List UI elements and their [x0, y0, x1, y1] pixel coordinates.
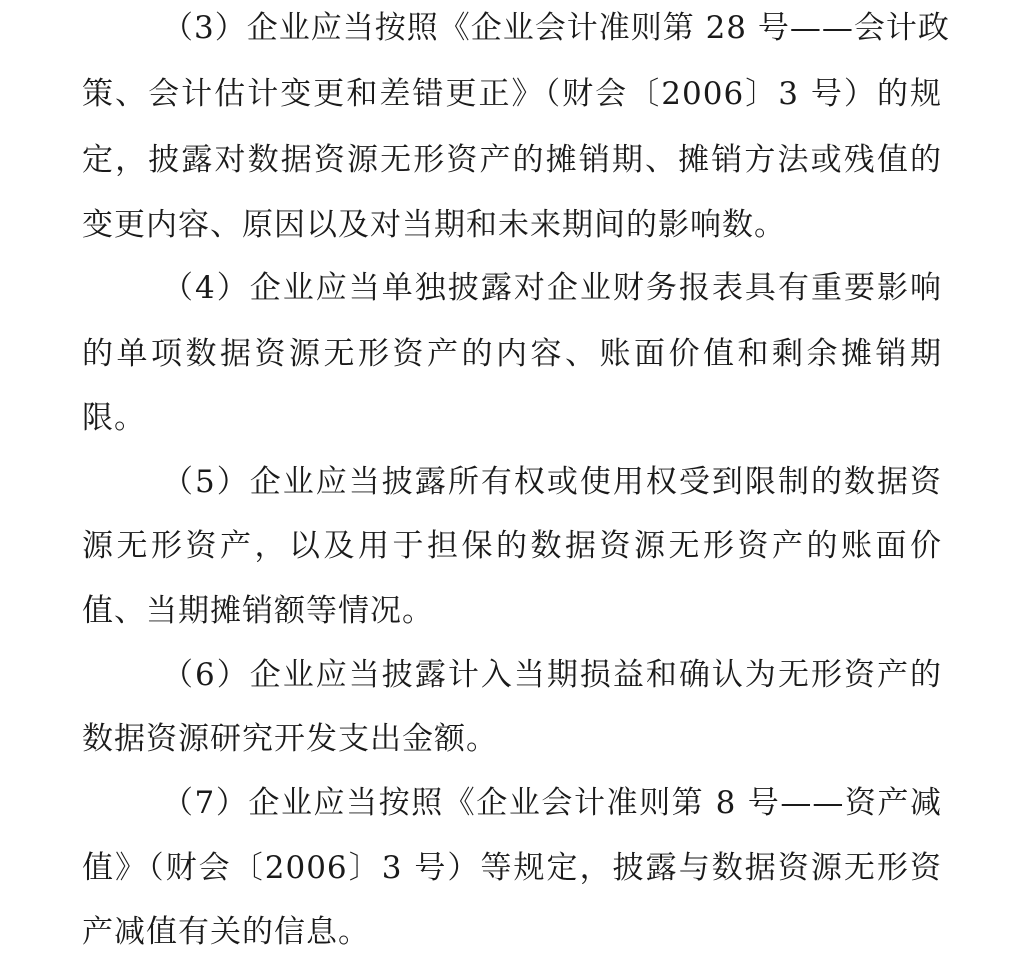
- paragraph-7-line-3: 产减值有关的信息。: [82, 914, 370, 950]
- paragraph-6-line-2: 数据资源研究开发支出金额。: [82, 721, 498, 757]
- paragraph-3-line-4: 变更内容、原因以及对当期和未来期间的影响数。: [82, 207, 786, 243]
- paragraph-7-line-2: 值》（财会〔2006〕3 号）等规定，披露与数据资源无形资: [82, 850, 942, 886]
- paragraph-6-line-1: （6）企业应当披露计入当期损益和确认为无形资产的: [162, 657, 942, 693]
- paragraph-5-line-1: （5）企业应当披露所有权或使用权受到限制的数据资: [162, 464, 942, 500]
- paragraph-3-line-1: （3）企业应当按照《企业会计准则第 28 号——会计政: [162, 10, 950, 46]
- paragraph-4-line-3: 限。: [82, 400, 146, 436]
- paragraph-4-line-1: （4）企业应当单独披露对企业财务报表具有重要影响: [162, 270, 942, 306]
- paragraph-5-line-3: 值、当期摊销额等情况。: [82, 593, 434, 629]
- paragraph-4-line-2: 的单项数据资源无形资产的内容、账面价值和剩余摊销期: [82, 336, 942, 372]
- paragraph-3-line-3: 定，披露对数据资源无形资产的摊销期、摊销方法或残值的: [82, 142, 942, 178]
- paragraph-3-line-2: 策、会计估计变更和差错更正》（财会〔2006〕3 号）的规: [82, 76, 942, 112]
- paragraph-7-line-1: （7）企业应当按照《企业会计准则第 8 号——资产减: [162, 785, 942, 821]
- paragraph-5-line-2: 源无形资产，以及用于担保的数据资源无形资产的账面价: [82, 528, 942, 564]
